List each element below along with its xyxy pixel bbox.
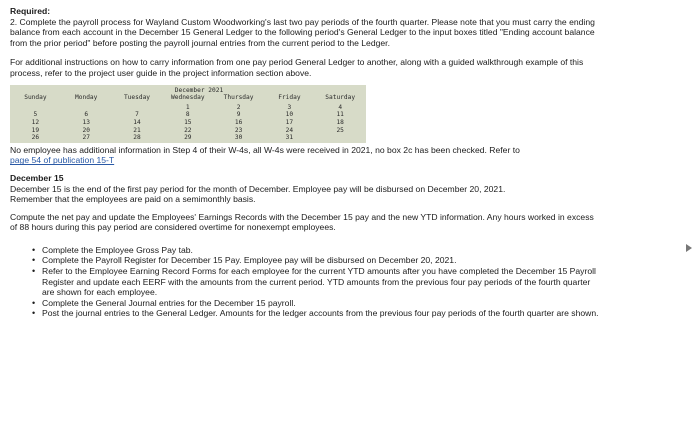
weekday-label: Thursday <box>223 94 254 102</box>
calendar-day: 14 <box>133 118 141 126</box>
weekday-label: Sunday <box>24 94 47 102</box>
list-item: • Refer to the Employee Earning Record Forms for each employee for the current YTD amounts after you have completed the December 15 Payroll Register and update each EERF with the amounts from the current period. YTD amounts from the previous four pay periods of the fourth quarter are shown for each employee. <box>42 266 602 298</box>
calendar-day <box>315 134 366 142</box>
calendar-day: 8 <box>185 111 190 119</box>
calendar-day: 25 <box>336 126 344 134</box>
weekday-label: Saturday <box>325 94 356 102</box>
calendar-weekdays <box>10 94 366 102</box>
publication-link[interactable]: page 54 of publication 15-T <box>10 155 115 166</box>
calendar-day <box>112 104 163 112</box>
calendar-day <box>10 104 61 112</box>
calendar-day: 2 <box>236 103 241 111</box>
calendar-day: 21 <box>133 126 141 134</box>
list-item: • Complete the Payroll Register for December 15 Pay. Employee pay will be disbursed on December 20, 2021. <box>42 255 602 266</box>
calendar-week-row <box>10 127 366 135</box>
calendar-day: 10 <box>285 111 294 119</box>
calendar-day: 12 <box>31 118 40 126</box>
compute-paragraph: Compute the net pay and update the Employees' Earnings Records with the December 15 pay and the new YTD information. Any hours worked in excess of 88 hours during this pay period are considered overtime for nonexempt employees. <box>10 211 594 233</box>
calendar-day: 7 <box>135 111 139 119</box>
calendar-day: 11 <box>336 111 344 119</box>
w4-note-text: No employee has additional information in Step 4 of their W-4s, all W-4s were received in 2021, no box 2c has been checked. Refer to <box>10 144 520 155</box>
instructions-page <box>10 6 622 319</box>
task-list <box>10 245 622 319</box>
calendar-day: 30 <box>234 134 243 142</box>
calendar-day: 23 <box>234 126 243 134</box>
calendar-day: 9 <box>236 111 241 119</box>
calendar-day: 4 <box>338 103 343 111</box>
list-item: • Complete the Employee Gross Pay tab. <box>42 245 602 256</box>
calendar-day: 31 <box>285 134 294 142</box>
w4-note <box>10 145 622 166</box>
instructions-paragraph: For additional instructions on how to carry information from one pay period General Ledger to another, along with a guided walkthrough example of this process, refer to the project user guide in the project information section above. <box>10 57 584 78</box>
list-item: • Post the journal entries to the General Ledger. Amounts for the ledger accounts from the previous four pay periods of the fourth quarter are shown. <box>42 308 602 319</box>
dec15-heading: December 15 <box>10 172 64 183</box>
calendar-day: 13 <box>82 118 90 126</box>
weekday-label: Wednesday <box>171 94 205 102</box>
calendar-day: 17 <box>285 118 294 126</box>
calendar-week-row <box>10 111 366 119</box>
calendar-day: 6 <box>84 111 89 119</box>
calendar-weeks <box>10 104 366 142</box>
weekday-label: Tuesday <box>123 94 151 102</box>
calendar-day: 27 <box>82 134 90 142</box>
weekday-label: Friday <box>278 94 301 102</box>
calendar-day: 22 <box>184 126 192 134</box>
dec15-line1: December 15 is the end of the first pay period for the month of December. Employee pay will be disbursed on December 20, 2021. <box>10 183 506 194</box>
calendar-day: 26 <box>31 134 40 142</box>
weekday-label: Monday <box>75 94 98 102</box>
calendar-day: 28 <box>133 134 141 142</box>
list-item: • Complete the General Journal entries for the December 15 payroll. <box>42 298 602 309</box>
calendar-day: 15 <box>184 118 192 126</box>
dec15-line2: Remember that the employees are paid on a semimonthly basis. <box>10 194 256 205</box>
calendar-day: 1 <box>185 103 190 111</box>
calendar-day: 19 <box>31 126 40 134</box>
task-paragraph: 2. Complete the payroll process for Wayland Custom Woodworking's last two pay periods of the fourth quarter. Please note that you must carry the ending balance from each account in the December 15 General Ledger to the following period's General Ledger to the input boxes titled "Ending account balance from the prior period" before posting the payroll journal entries from the current period to the Ledger. <box>10 16 595 48</box>
calendar-day: 3 <box>287 103 292 111</box>
calendar-week-row <box>10 104 366 112</box>
calendar-day <box>61 104 112 112</box>
calendar-day: 16 <box>234 118 243 126</box>
calendar-day: 18 <box>336 118 344 126</box>
calendar-day: 20 <box>82 126 90 134</box>
required-heading: Required: <box>10 6 51 16</box>
calendar-day: 29 <box>184 134 192 142</box>
calendar-day: 5 <box>33 111 38 119</box>
calendar-title: December 2021 <box>174 86 224 94</box>
calendar-day: 24 <box>285 126 294 134</box>
calendar-week-row <box>10 134 366 142</box>
december-calendar <box>10 85 366 143</box>
next-arrow-icon[interactable] <box>686 244 692 252</box>
calendar-week-row <box>10 119 366 127</box>
